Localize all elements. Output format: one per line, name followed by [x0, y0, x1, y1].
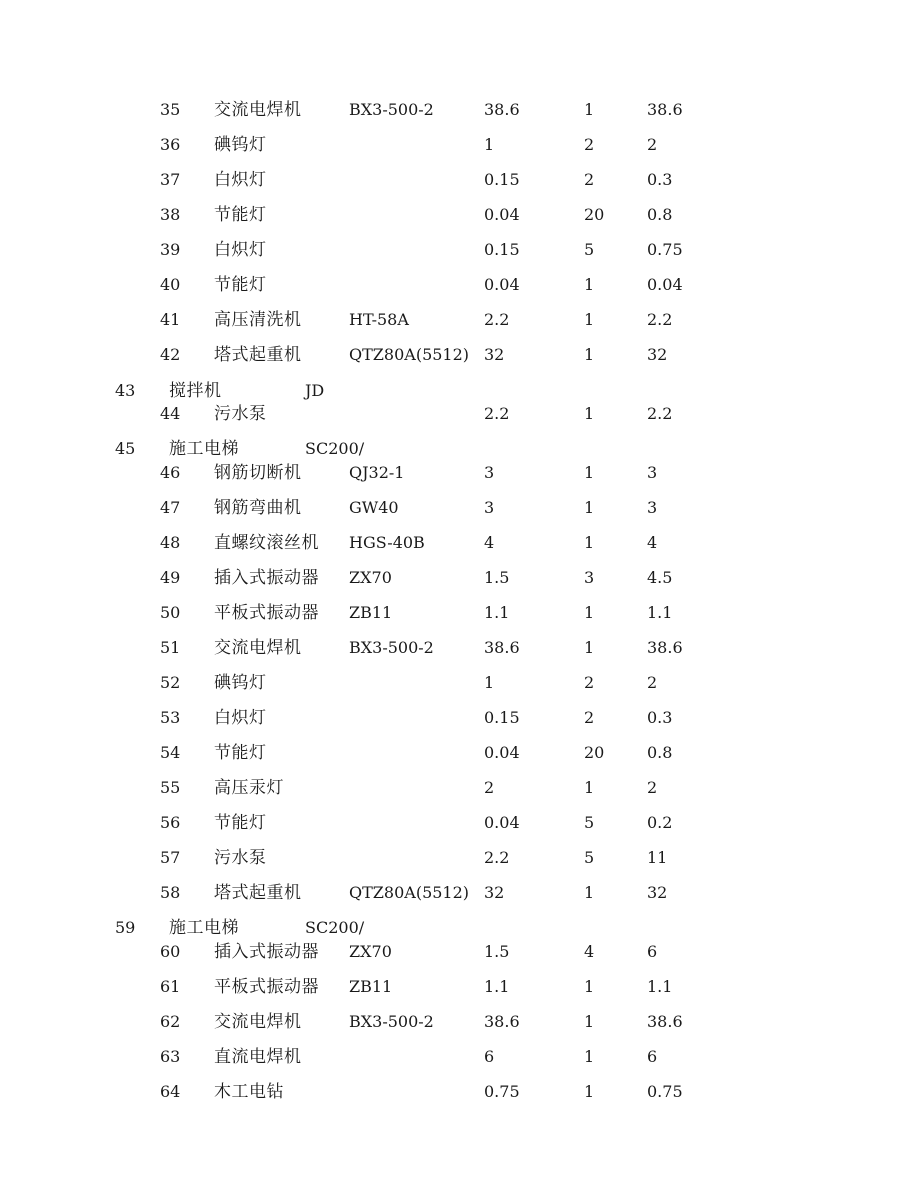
row-63-name: 直流电焊机	[214, 1047, 302, 1067]
row-57-no: 57	[160, 848, 181, 867]
row-44-power: 2.2	[484, 404, 510, 423]
row-35-qty: 1	[584, 100, 595, 119]
row-52-qty: 2	[584, 673, 595, 692]
row-43-no: 43	[115, 381, 136, 400]
row-42-model: QTZ80A(5512)	[349, 345, 470, 364]
row-41-power: 2.2	[484, 310, 510, 329]
row-47-model: GW40	[349, 498, 399, 517]
row-59-model: SC200/	[305, 918, 365, 937]
row-39-name: 白炽灯	[214, 240, 267, 260]
row-54-qty: 20	[584, 743, 605, 762]
row-35-total: 38.6	[647, 100, 683, 119]
row-63-power: 6	[484, 1047, 495, 1066]
row-40-qty: 1	[584, 275, 595, 294]
row-42-power: 32	[484, 345, 505, 364]
row-58-power: 32	[484, 883, 505, 902]
row-41-model: HT-58A	[349, 310, 409, 329]
row-49-power: 1.5	[484, 568, 510, 587]
row-61-no: 61	[160, 977, 181, 996]
row-49-total: 4.5	[647, 568, 673, 587]
row-56-qty: 5	[584, 813, 595, 832]
row-57-name: 污水泵	[214, 848, 267, 868]
row-47-no: 47	[160, 498, 181, 517]
row-55-power: 2	[484, 778, 495, 797]
row-44-qty: 1	[584, 404, 595, 423]
row-54-power: 0.04	[484, 743, 520, 762]
row-57-power: 2.2	[484, 848, 510, 867]
row-64-no: 64	[160, 1082, 181, 1101]
row-47-power: 3	[484, 498, 495, 517]
row-50-qty: 1	[584, 603, 595, 622]
row-60-power: 1.5	[484, 942, 510, 961]
row-57-total: 11	[647, 848, 668, 867]
row-54-total: 0.8	[647, 743, 673, 762]
row-38-power: 0.04	[484, 205, 520, 224]
row-62-name: 交流电焊机	[214, 1012, 302, 1032]
row-36-power: 1	[484, 135, 495, 154]
row-43-name: 搅拌机	[169, 381, 222, 401]
row-44-total: 2.2	[647, 404, 673, 423]
row-58-no: 58	[160, 883, 181, 902]
row-51-model: BX3-500-2	[349, 638, 434, 657]
row-62-power: 38.6	[484, 1012, 520, 1031]
row-62-no: 62	[160, 1012, 181, 1031]
row-53-name: 白炽灯	[214, 708, 267, 728]
row-35-name: 交流电焊机	[214, 100, 302, 120]
row-46-no: 46	[160, 463, 181, 482]
row-58-model: QTZ80A(5512)	[349, 883, 470, 902]
row-47-qty: 1	[584, 498, 595, 517]
row-51-power: 38.6	[484, 638, 520, 657]
row-37-qty: 2	[584, 170, 595, 189]
row-45-name: 施工电梯	[169, 439, 239, 459]
row-50-total: 1.1	[647, 603, 673, 622]
row-56-power: 0.04	[484, 813, 520, 832]
row-64-name: 木工电钻	[214, 1082, 284, 1102]
row-46-qty: 1	[584, 463, 595, 482]
row-60-name: 插入式振动器	[214, 942, 319, 962]
row-64-power: 0.75	[484, 1082, 520, 1101]
row-49-model: ZX70	[349, 568, 392, 587]
row-39-no: 39	[160, 240, 181, 259]
row-38-total: 0.8	[647, 205, 673, 224]
row-56-name: 节能灯	[214, 813, 267, 833]
row-37-name: 白炽灯	[214, 170, 267, 190]
row-35-model: BX3-500-2	[349, 100, 434, 119]
row-58-name: 塔式起重机	[214, 883, 302, 903]
row-61-qty: 1	[584, 977, 595, 996]
row-47-name: 钢筋弯曲机	[214, 498, 302, 518]
row-40-total: 0.04	[647, 275, 683, 294]
row-36-no: 36	[160, 135, 181, 154]
row-46-name: 钢筋切断机	[214, 463, 302, 483]
row-51-name: 交流电焊机	[214, 638, 302, 658]
row-53-total: 0.3	[647, 708, 673, 727]
row-49-name: 插入式振动器	[214, 568, 319, 588]
row-61-total: 1.1	[647, 977, 673, 996]
row-48-power: 4	[484, 533, 495, 552]
row-46-model: QJ32-1	[349, 463, 405, 482]
row-41-no: 41	[160, 310, 181, 329]
row-49-qty: 3	[584, 568, 595, 587]
row-53-no: 53	[160, 708, 181, 727]
row-51-total: 38.6	[647, 638, 683, 657]
row-38-no: 38	[160, 205, 181, 224]
row-56-total: 0.2	[647, 813, 673, 832]
row-42-total: 32	[647, 345, 668, 364]
row-53-power: 0.15	[484, 708, 520, 727]
row-39-power: 0.15	[484, 240, 520, 259]
row-60-no: 60	[160, 942, 181, 961]
row-52-no: 52	[160, 673, 181, 692]
row-55-qty: 1	[584, 778, 595, 797]
row-48-total: 4	[647, 533, 658, 552]
row-36-total: 2	[647, 135, 658, 154]
row-38-name: 节能灯	[214, 205, 267, 225]
row-55-name: 高压汞灯	[214, 778, 284, 798]
row-37-total: 0.3	[647, 170, 673, 189]
row-54-no: 54	[160, 743, 181, 762]
row-50-name: 平板式振动器	[214, 603, 319, 623]
row-35-power: 38.6	[484, 100, 520, 119]
row-41-name: 高压清洗机	[214, 310, 302, 330]
row-61-name: 平板式振动器	[214, 977, 319, 997]
row-51-no: 51	[160, 638, 181, 657]
row-52-name: 碘钨灯	[214, 673, 267, 693]
row-55-no: 55	[160, 778, 181, 797]
row-45-model: SC200/	[305, 439, 365, 458]
row-56-no: 56	[160, 813, 181, 832]
row-37-no: 37	[160, 170, 181, 189]
row-41-qty: 1	[584, 310, 595, 329]
row-54-name: 节能灯	[214, 743, 267, 763]
row-36-qty: 2	[584, 135, 595, 154]
row-48-name: 直螺纹滚丝机	[214, 533, 319, 553]
row-39-total: 0.75	[647, 240, 683, 259]
row-50-no: 50	[160, 603, 181, 622]
row-59-no: 59	[115, 918, 136, 937]
row-36-name: 碘钨灯	[214, 135, 267, 155]
row-57-qty: 5	[584, 848, 595, 867]
row-63-no: 63	[160, 1047, 181, 1066]
row-48-model: HGS-40B	[349, 533, 425, 552]
row-50-model: ZB11	[349, 603, 393, 622]
row-44-no: 44	[160, 404, 181, 423]
row-42-name: 塔式起重机	[214, 345, 302, 365]
row-46-total: 3	[647, 463, 658, 482]
row-42-qty: 1	[584, 345, 595, 364]
row-48-no: 48	[160, 533, 181, 552]
row-40-no: 40	[160, 275, 181, 294]
row-63-qty: 1	[584, 1047, 595, 1066]
row-62-total: 38.6	[647, 1012, 683, 1031]
row-58-total: 32	[647, 883, 668, 902]
row-44-name: 污水泵	[214, 404, 267, 424]
row-53-qty: 2	[584, 708, 595, 727]
row-46-power: 3	[484, 463, 495, 482]
row-42-no: 42	[160, 345, 181, 364]
row-49-no: 49	[160, 568, 181, 587]
row-39-qty: 5	[584, 240, 595, 259]
row-48-qty: 1	[584, 533, 595, 552]
row-64-qty: 1	[584, 1082, 595, 1101]
row-60-total: 6	[647, 942, 658, 961]
row-52-total: 2	[647, 673, 658, 692]
row-35-no: 35	[160, 100, 181, 119]
row-63-total: 6	[647, 1047, 658, 1066]
row-52-power: 1	[484, 673, 495, 692]
row-61-power: 1.1	[484, 977, 510, 996]
row-59-name: 施工电梯	[169, 918, 239, 938]
row-37-power: 0.15	[484, 170, 520, 189]
row-41-total: 2.2	[647, 310, 673, 329]
row-47-total: 3	[647, 498, 658, 517]
row-38-qty: 20	[584, 205, 605, 224]
row-60-qty: 4	[584, 942, 595, 961]
row-40-power: 0.04	[484, 275, 520, 294]
row-50-power: 1.1	[484, 603, 510, 622]
row-58-qty: 1	[584, 883, 595, 902]
row-43-model: JD	[305, 381, 325, 400]
row-62-model: BX3-500-2	[349, 1012, 434, 1031]
row-55-total: 2	[647, 778, 658, 797]
row-45-no: 45	[115, 439, 136, 458]
row-60-model: ZX70	[349, 942, 392, 961]
row-40-name: 节能灯	[214, 275, 267, 295]
row-64-total: 0.75	[647, 1082, 683, 1101]
row-51-qty: 1	[584, 638, 595, 657]
row-62-qty: 1	[584, 1012, 595, 1031]
row-61-model: ZB11	[349, 977, 393, 996]
